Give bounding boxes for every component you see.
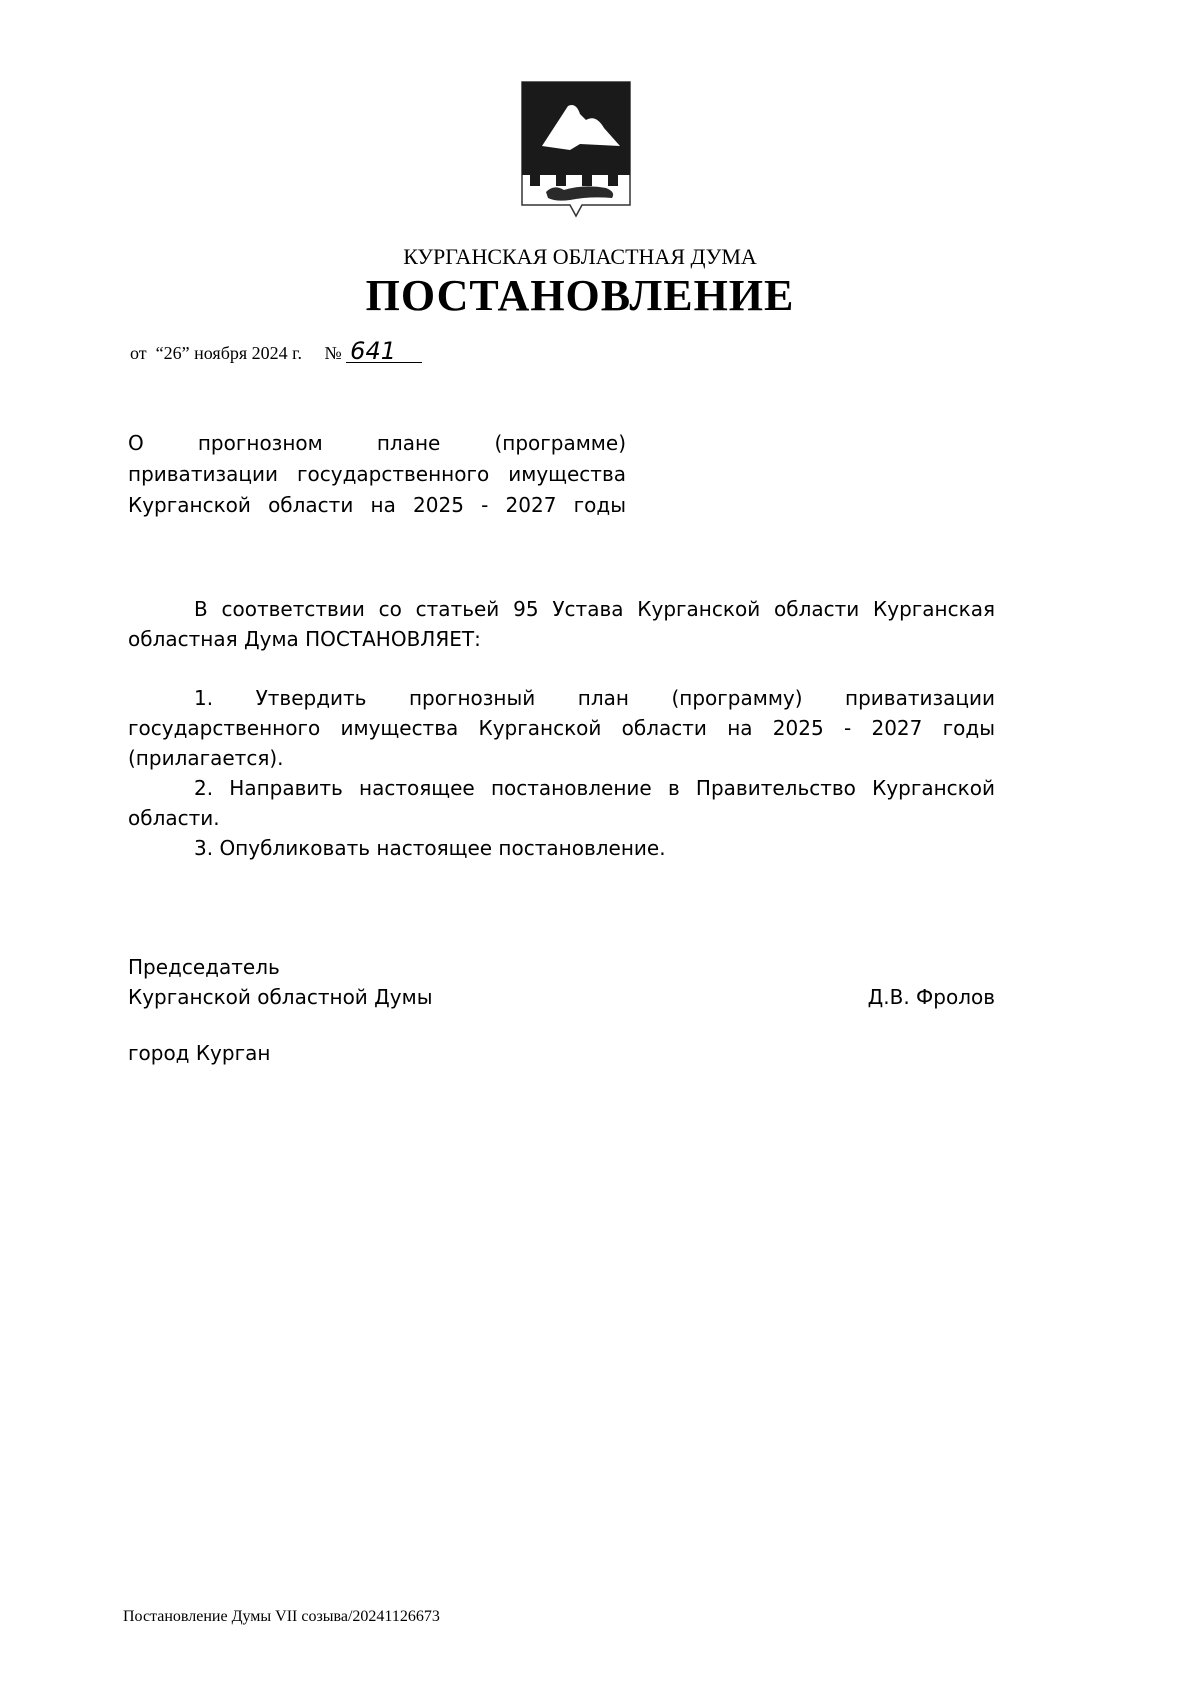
organization-name: КУРГАНСКАЯ ОБЛАСТНАЯ ДУМА [403,244,757,269]
preamble-paragraph: В соответствии со статьей 95 Устава Курганской области Курганская областная Дума ПОСТАНОВЛЯЕТ: [128,597,995,651]
signatory-name: Д.В. Фролов [867,985,995,1009]
document-title [128,428,626,521]
resolution-item-2: 2. Направить настоящее постановление в Правительство Курганской области. [128,776,995,830]
number-label: № [324,343,342,363]
footer-registration: Постановление Думы VII созыва/20241126673 [123,1608,440,1625]
title-line: Курганской области на 2025 - 2027 годы [128,493,626,517]
date-prefix: от [130,343,147,363]
signatory-position: Председатель [128,955,280,979]
resolution-item-1: 1. Утвердить прогнозный план (программу) приватизации государственного имущества Курганской области на 2025 - 2027 годы (прилагается). [128,686,995,770]
date-line [130,337,422,365]
resolution-item-3: 3. Опубликовать настоящее постановление. [194,836,666,860]
document-date: “26” ноября 2024 г. [155,343,302,363]
signatory-organization: Курганской областной Думы [128,985,433,1009]
title-line: О прогнозном плане (программе) [128,431,626,455]
document-type-heading: ПОСТАНОВЛЕНИЕ [365,271,795,320]
title-line: приватизации государственного имущества [128,462,626,486]
document-number: 641 [346,340,422,363]
signature-block [128,952,995,1012]
city: город Курган [128,1041,271,1065]
coat-of-arms-emblem [520,80,632,218]
